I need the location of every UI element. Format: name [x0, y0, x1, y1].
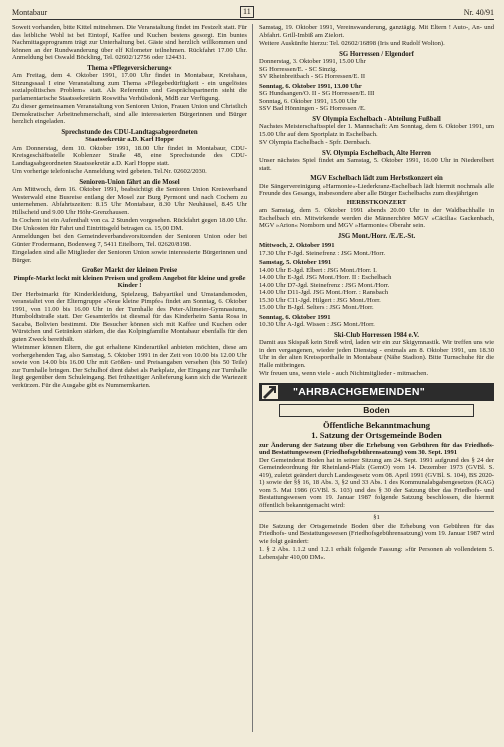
schedule-line: SV Rheinbreitbach - SG Horressen/E. II: [259, 73, 366, 80]
schedule-line: SSV Bad Hönningen - SG Horressen /E.: [259, 105, 366, 112]
schedule-line: SG Horressen/E. - SC Sinzig.: [259, 65, 338, 73]
schedule-line: Donnerstag, 3. Oktober 1991, 15.00 Uhr: [259, 58, 366, 65]
schedule-line: 15.00 Uhr B-Jgd. Selters : JSG Mont./Horr.: [259, 304, 374, 311]
article-paragraph: Am Mittwoch, dem 16. Oktober 1991, beabsichtigt die Senioren Union Kreisverband Westerwald eine Busreise entlang der Mosel zur Burg Pyrmont und nach Cochem zu unternehmen. Abfahrtszeiten: 8.15 Uhr Montabaur, 8.30 Uhr Neuhäusel, 8.45 Uhr Hillscheid und 9.00 Uhr Höhr-Grenzhausen.: [12, 186, 247, 216]
header-town: Montabaur: [12, 8, 48, 17]
article-heading: Samstag, 5. Oktober 1991: [259, 259, 332, 266]
schedule-line: SG Hundsangen/O. II - SG Horressen/E. III: [259, 90, 375, 97]
article-paragraph: Wieimmer können Eltern, die gut erhaltene Kinderartikel anbieten möchten, diese am vorhergehenden Tag, also Samstag, 5. Oktober 1991 in der Zeit von 10.00 bis 12.00 Uhr sowie von 14.00 bis 16.00 Uhr mit Größen- und Preisangaben versehen (bis 50 Teile) zur Turnhalle bringen. Der Schulhof dient dabei als Parkplatz, der Eingang zur Turnhalle liegt gegenüber dem Schuleingang. Bei frühzeitiger Anlieferung kann sich die Wartezeit verkürzen. Für die Ausgabe gibt es Nummernkarten.: [12, 344, 247, 389]
article-paragraph: SV Olympia Eschelbach - Spfr. Dernbach.: [259, 139, 371, 146]
article-heading: SG Horressen / Elgendorf: [339, 50, 414, 58]
article-heading: Staatssekretär a.D. Karl Hoppe: [85, 136, 174, 143]
notice-body: Der Gemeinderat Boden hat in seiner Sitzung am 24. Sept. 1991 aufgrund des § 24 der Gemeindeordnung für Rheinland-Pfalz (GemO) vom 14. Dezember 1973 (GVBl. S. 419), zuletzt geändert durch Landesgesetz vom 08. April 1991 (GVBl. S. 104), BS 2020-1) sowie der §§ 16, 18 Abs. 3, §2 und 33 Abs. 1 des Kommunalabgabengesetzes (KAG) vom 5. Mai 1986 (GVBl. S. 103) und des § 30 der Satzung über das Friedhofs- und Bestattungswesen vom 19. Januar 1987 folgende Satzung beschlossen, die hiermit öffentlich bekanntgemacht wird:: [259, 456, 494, 509]
page-header: [12, 6, 494, 20]
article-paragraph: Nachstes Meisterschaftsspiel der 1. Mannschaft: Am Sonntag, dem 6. Oktober 1991, um 15.00 Uhr auf dem Sportplatz in Eschelbach.: [259, 123, 494, 138]
article-paragraph: Die Sängervereinigung »Harmonie«-Liederkranz-Eschelbach lädt hiermit nochmals alle Freunde des Gesangs, insbesondere aber alle Bürger Eschelbachs zum diesjährigen: [259, 182, 494, 197]
article-paragraph: Weitere Auskünfte hierzu: Tel. 02602/16898 (Iris und Rudolf Wolton).: [259, 40, 445, 47]
article-heading: Pimpfe-Markt lockt mit kleinen Preisen und großem Angebot für kleine und große Kinder !: [13, 274, 246, 289]
article-paragraph: Damit aus Skispaß kein Streß wird, laden wir ein zur Skigymnastik. Wir treffen uns wie in den vergangenen, wieder jeden Dienstag - erstmals am 8. Oktober 1991, um 18.30 Uhr in der alten Kreissporthalle in Montabaur (Nähe Stadion). Bitte Turnschuhe für die Halle mitbringen.: [259, 339, 494, 369]
schedule-line: 14.00 Uhr D7-Jgd. Steinefrenz : JSG Mont./Horr.: [259, 281, 390, 289]
notice-subtitle: zur Änderung der Satzung über die Erhebung von Gebühren für das Friedhofs- und Bestattungswesen (Friedhofsgebührensatzung) vom 30. Sept. 1991: [259, 441, 494, 456]
article-paragraph: In Cochem ist ein Aufenthalt von ca. 2 Stunden vorgesehen. Rückfahrt gegen 18.00 Uhr. Die Unkosten für Fahrt und Eintrittsgeld betragen ca. 15,00 DM.: [12, 217, 247, 232]
article-paragraph: am Samstag, dem 5. Oktober 1991 abends 20.00 Uhr in der Waldbachhalle in Eschelbach ein. Mitwirkende werden die Männerchöre MGV »Cäcilia« Gackenbach, MGV »Arion« Nomborn und MGV »Harmonie« Oberahr sein.: [259, 207, 494, 229]
schedule-line: 17.30 Uhr F-Jgd. Steinefrenz : JSG Mont./Horr.: [259, 249, 386, 257]
schedule-list: [259, 90, 494, 113]
article-heading: MGV Eschelbach lädt zum Herbstkonzert ein: [310, 175, 443, 182]
article-heading: Großer Markt der kleinen Preise: [81, 267, 178, 274]
schedule-list: [259, 321, 494, 329]
article-paragraph: Der Herbstmarkt für Kinderkleidung, Spielzeug, Babyartikel und Umstandsmoden, veranstaltet von der Elterngruppe »Neue kleine Pimpfe« findet am Sonntag, 6. Oktober 1991, von 11.00 bis 16.00 Uhr in der Turnhalle des Peter-Altmeier-Gymnasiums, Humboldtstraße statt. Der Gesamterlös ist diesmal für das Kinderheim Santa Rosa in Sacaba, Bolivien bestimmt. Die Besucher können sich mit Kaffee und Kuchen oder Würstchen und Getränken stärken, die das Kolpingfamilie Montabaur ebenfalls für den guten Zweck bereithält.: [12, 290, 247, 343]
article-heading: SV. Olympia Eschelbach, Alte Herren: [322, 149, 431, 157]
article-heading: Mittwoch, 2. Oktober 1991: [259, 242, 335, 249]
banner-title: "AHRBACHGEMEINDEN": [293, 385, 426, 398]
article-paragraph: Samstag, 19. Oktober 1991, Vereinswanderung, ganztägig. Mit Eltern ! Auto-, An- und Abfahrt. Grill-Imbiß am Zielort.: [259, 24, 494, 39]
schedule-line: 14.00 Uhr D11-Jgd. JSG Mont./Horr. : Ransbach: [259, 289, 389, 296]
left-column: [12, 24, 247, 734]
article-paragraph: Um vorherige telefonische Anmeldung wird gebeten. Tel.Nr. 02602/2030.: [12, 168, 207, 175]
notice-title: Öffentliche Bekanntmachung 1. Satzung der Ortsgemeinde Boden: [311, 419, 442, 440]
header-rule: [12, 19, 494, 20]
article-paragraph: Zu dieser gemeinsamen Veranstaltung von Senioren Union, Frauen Union und Christlich Demokratischer Arbeitnehmerschaft, sind alle interessierten Bürgerinnen und Bürger herzlich eingeladen.: [12, 103, 247, 125]
schedule-list: [259, 267, 494, 312]
right-column-articles: [259, 24, 494, 378]
issue-number: Nr. 40/91: [463, 8, 494, 17]
article-paragraph: Am Donnerstag, dem 10. Oktober 1991, 18.00 Uhr findet in Montabaur, CDU-Kreisgeschäftsstelle Koblenzer Straße 48, eine Sprechstunde des CDU-Landtagsabgeordneten Staatssekretär a.D. Karl Hoppe statt.: [12, 144, 247, 167]
schedule-line: 10.30 Uhr A-Jgd. Wissen : JSG Mont./Horr.: [259, 321, 375, 328]
newspaper-page: [12, 6, 494, 736]
schedule-list: [259, 250, 494, 258]
article-heading: Sprechstunde des CDU-Landtagsabgeordneten: [61, 128, 198, 136]
article-heading: Sonntag, 6. Oktober 1991, 13.00 Uhr: [259, 82, 362, 90]
notice-rule: [259, 511, 494, 512]
notice-body-2: Die Satzung der Ortsgemeinde Boden über die Erhebung von Gebühren für das Friedhofs- und Bestattungswesen (Friedhofsgebührensatzung) vom 19. Januar 1987 wird wie folgt geändert:: [259, 522, 494, 545]
article-heading: Ski-Club Horressen 1984 e.V.: [334, 331, 419, 339]
notice-paragraph-sign: §1: [373, 514, 380, 521]
article-paragraph: Anmeldungen bei den Gemeindeverbandsvorsitzenden der Senioren Union oder bei Günter Frodermann, Bodenweg 7, 5411 Eitelborn, Tel. 02620/8198.: [12, 233, 247, 248]
article-paragraph: Soweit vorhanden, bitte Kittel mitnehmen. Die Veranstaltung findet im Festzelt statt. Für das leibliche Wohl ist bei Eintopf, Kaffee und Kuchen bestens gesorgt. Ein buntes Nachmittagsprogramm trägt zur Unterhaltung bei. Gäste sind herzlich willkommen und können an der Rundwanderung über elf Kilometer teilnehmen. Rückfahrt 17.00 Uhr. Anmeldung bei Oswald Böckling, Tel. 02602/12756 oder 124431.: [12, 24, 247, 61]
article-heading: JSG Mont./Horr. /E./E.-St.: [337, 232, 416, 240]
schedule-line: 14.00 Uhr E-Jgd. JSG Mont./Horr. II : Eschelbach: [259, 274, 392, 281]
schedule-line: 15.30 Uhr C11-Jgd. Hilgert : JSG Mont./Horr.: [259, 296, 381, 304]
article-paragraph: Am Freitag, dem 4. Oktober 1991, 17.00 Uhr findet in Montabaur, Kreishaus, Sitzungssaal I eine Veranstaltung zum Thema »Pflegebedürftigkeit - ein ungelöstes sozialpolitisches Problem« statt. Als Referentin und Gesprächspartnerin steht die parlamentarische Staatssekretärin Roswitha Verhülsdonk, MdB zur Verfügung.: [12, 72, 247, 102]
article-paragraph: Eingeladen sind alle Mitglieder der Senioren Union sowie interessierte Bürgerinnen und Bürger.: [12, 249, 247, 264]
schedule-list: [259, 58, 494, 81]
schedule-line: Sonntag, 6. Oktober 1991, 15.00 Uhr: [259, 97, 357, 105]
article-paragraph: Wir freuen uns, wenn viele - auch Nichtmitglieder - mitmachen.: [259, 370, 429, 377]
schedule-line: 14.00 Uhr E-Jgd. Elbert : JSG Mont./Horr. I.: [259, 266, 377, 274]
article-heading: Senioren-Union fährt an die Mosel: [79, 178, 180, 186]
arrow-icon: [262, 385, 278, 399]
notice-item: 1. § 2 Abs. 1.1.2 und 1.2.1 erhält folgende Fassung: »für Personen ab vollendetem 5. Lebensjahr 410,00 DM«.: [259, 546, 494, 561]
article-heading: Thema »Pflegeversicherung«: [87, 64, 172, 72]
column-divider: [252, 24, 253, 732]
right-column: [259, 24, 494, 734]
article-heading: SV Olympia Eschelbach - Abteilung Fußball: [312, 115, 441, 123]
ahrbachgemeinden-banner: [259, 383, 494, 401]
article-heading: Sonntag, 6. Oktober 1991: [259, 313, 331, 321]
page-number: 11: [240, 6, 254, 18]
boden-heading: Boden: [279, 404, 474, 417]
article-heading: HERBSTKONZERT: [346, 198, 407, 206]
article-paragraph: Unser nächstes Spiel findet am Samstag, 5. Oktober 1991, 16.00 Uhr in Niederelbert statt.: [259, 157, 494, 172]
